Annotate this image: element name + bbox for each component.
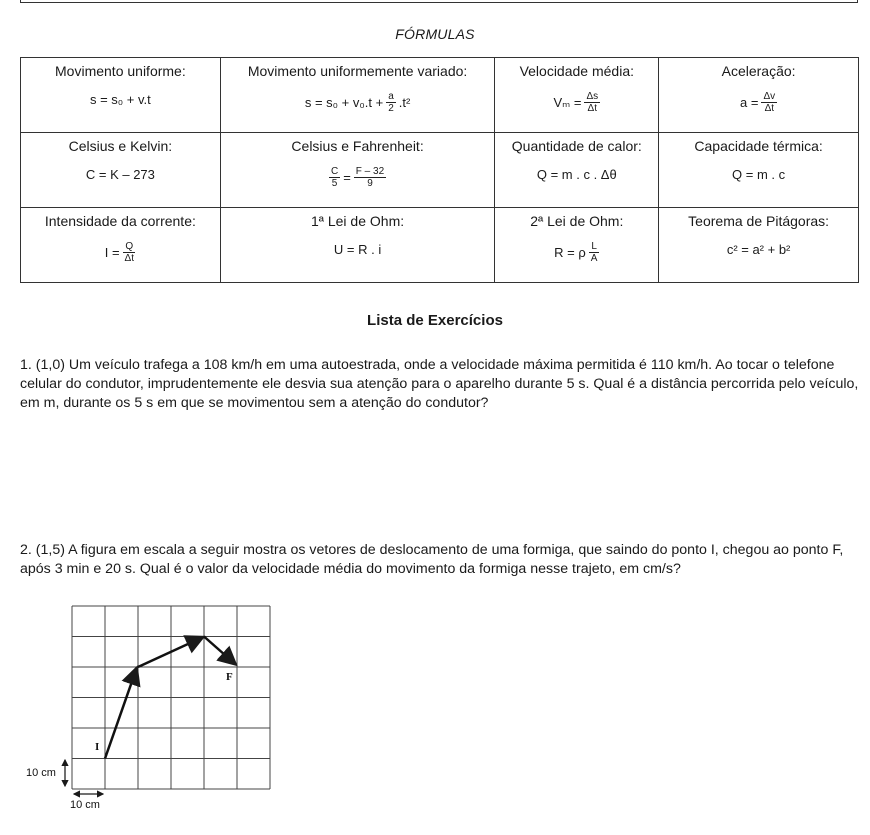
formula-cell-ohm-second-law — [495, 208, 659, 283]
formula-text: Q = m . c . Δθ — [536, 167, 617, 182]
formula-text: s = s₀ + v₀.t + — [304, 94, 384, 110]
formula-text: s = s₀ + v.t — [89, 92, 151, 107]
label-end-point: F — [226, 671, 233, 683]
formula-cell-uniform-motion — [21, 58, 221, 133]
formula-fraction: $\frac{F - 32}{9}$ — [355, 166, 385, 189]
formula-cell-celsius-fahrenheit — [220, 133, 495, 208]
label-start-point: I — [95, 741, 100, 753]
formula-fraction: $\frac{\Delta s}{\Delta t}$ — [586, 91, 599, 114]
formulas-table — [20, 57, 859, 283]
formula-cell-thermal-capacity — [659, 133, 859, 208]
displacement-grid-svg — [18, 600, 278, 820]
formula-text: c² = a² + b² — [726, 242, 791, 257]
formula-cell-title: Movimento uniforme: — [55, 63, 186, 79]
formula-cell-average-velocity — [495, 58, 659, 133]
formula-text: Q = m . c — [732, 167, 786, 182]
formulas-row — [21, 133, 859, 208]
formula-text: .t² — [398, 94, 411, 110]
question-2: 2. (1,5) A figura em escala a seguir mostra os vetores de deslocamento de uma formiga, que saindo do ponto I, chegou ao ponto F, após 3 min e 20 s. Qual é o valor da velocidade média do movimento da formiga nesse trajeto, em cm/s? — [20, 542, 844, 577]
formula-cell-variable-motion — [220, 58, 495, 133]
formula-cell-title: Quantidade de calor: — [511, 138, 642, 154]
formulas-title: FÓRMULAS — [395, 26, 475, 42]
formula-cell-heat-quantity — [495, 133, 659, 208]
formula-text: C = K – 273 — [85, 167, 155, 182]
formula-cell-current-intensity — [21, 208, 221, 283]
formula-text: R = ρ — [554, 244, 586, 260]
question-1: 1. (1,0) Um veículo trafega a 108 km/h em uma autoestrada, onde a velocidade máxima permitida é 110 km/h. Ao tocar o telefone celular do condutor, imprudentemente ele desvia sua atenção para o aparelho durante 5 s. Qual é a distância percorrida pelo veículo, em m, durante os 5 s em que se movimentou sem a atenção do condutor? — [20, 357, 859, 411]
formula-cell-ohm-first-law — [220, 208, 495, 283]
formula-cell-title: Celsius e Fahrenheit: — [291, 138, 424, 154]
formula-cell-title: Teorema de Pitágoras: — [688, 213, 830, 229]
horizontal-scale-label: 10 cm — [70, 799, 100, 811]
formula-fraction: $\frac{C}{5}$ — [330, 166, 339, 189]
formula-cell-title: 2ª Lei de Ohm: — [530, 213, 624, 229]
formula-cell-title: Capacidade térmica: — [694, 138, 823, 154]
formula-cell-celsius-kelvin — [21, 133, 221, 208]
grid-lines — [72, 606, 270, 789]
formula-fraction: $\frac{L}{A}$ — [590, 241, 598, 264]
formulas-row — [21, 58, 859, 133]
formula-cell-acceleration — [659, 58, 859, 133]
formula-cell-title: 1ª Lei de Ohm: — [311, 213, 405, 229]
formula-text: I = — [104, 244, 120, 260]
displacement-figure — [18, 600, 278, 820]
formula-cell-title: Velocidade média: — [519, 63, 634, 79]
formula-cell-title: Aceleração: — [721, 63, 796, 79]
vector-3 — [204, 637, 234, 664]
formula-cell-title: Celsius e Kelvin: — [68, 138, 173, 154]
formula-text: = — [343, 169, 351, 185]
formula-cell-pythagoras — [659, 208, 859, 283]
formula-fraction: $\frac{Q}{\Delta t}$ — [124, 241, 135, 264]
formula-fraction: $\frac{a}{2}$ — [388, 91, 394, 114]
formula-fraction: $\frac{\Delta v}{\Delta t}$ — [763, 91, 776, 114]
formula-cell-title: Intensidade da corrente: — [44, 213, 196, 229]
vector-1 — [105, 670, 136, 759]
vertical-scale-label: 10 cm — [26, 767, 56, 779]
formula-text: U = R . i — [333, 242, 382, 257]
exercises-title: Lista de Exercícios — [367, 312, 503, 329]
formula-cell-title: Movimento uniformemente variado: — [247, 63, 468, 79]
vector-2 — [138, 638, 201, 667]
formula-text: a = — [740, 94, 759, 110]
formula-text: Vₘ = — [553, 94, 582, 110]
formulas-row — [21, 208, 859, 283]
top-border-rule — [20, 0, 858, 3]
